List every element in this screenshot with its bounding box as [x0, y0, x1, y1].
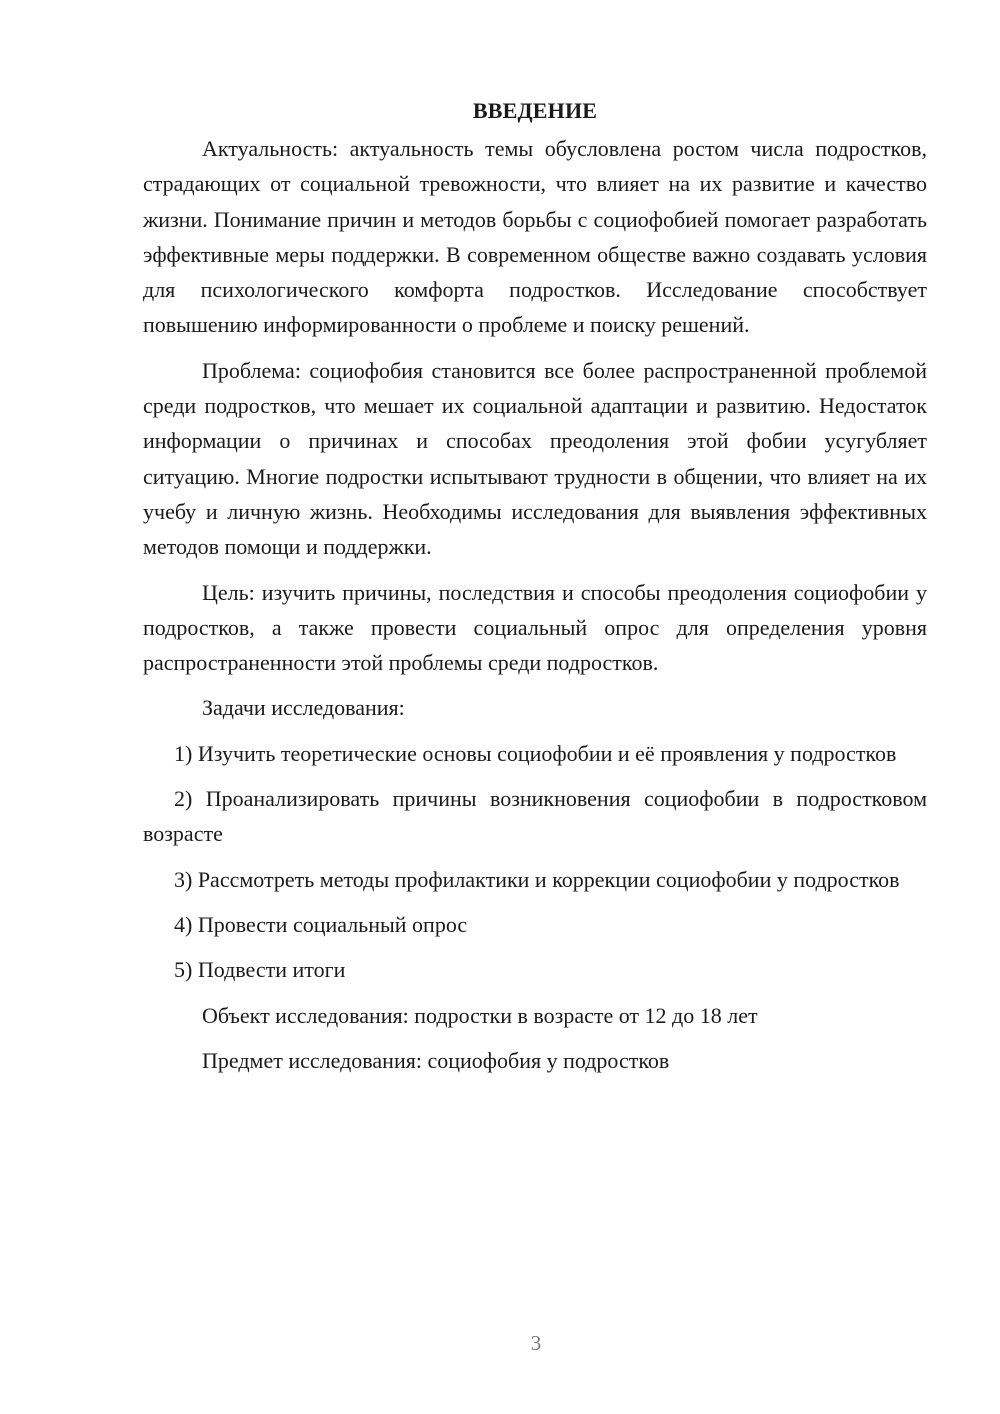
paragraph-relevance: Актуальность: актуальность темы обусловлена ростом числа подростков, страдающих от социальной тревожности, что влияет на их развитие и качество жизни. Понимание причин и методов борьбы с социофобией помогает разработать эффективные меры поддержки. В современном обществе важно создавать условия для психологического комфорта подростков. Исследование способствует повышению информированности о проблеме и поиску решений. — [143, 136, 927, 338]
task-item-2: 2) Проанализировать причины возникновения социофобии в подростковом возрасте — [143, 786, 927, 847]
tasks-title: Задачи исследования: — [202, 695, 405, 721]
page-number: 3 — [530, 1331, 542, 1355]
paragraph-problem: Проблема: социофобия становится все более распространенной проблемой среди подростков, что мешает их социальной адаптации и развитию. Недостаток информации о причинах и способах преодоления этой фобии усугубляет ситуацию. Многие подростки испытывают трудности в общении, что влияет на их учебу и личную жизнь. Необходимы исследования для выявления эффективных методов помощи и поддержки. — [143, 357, 927, 560]
section-heading: ВВЕДЕНИЕ — [472, 98, 598, 123]
task-item-5: 5) Подвести итоги — [174, 957, 346, 983]
task-item-4: 4) Провести социальный опрос — [174, 911, 468, 937]
page-content — [143, 93, 927, 1088]
task-item-1: 1) Изучить теоретические основы социофобии и её проявления у подростков — [174, 740, 897, 766]
research-object: Объект исследования: подростки в возрасте от 12 до 18 лет — [202, 1002, 758, 1028]
research-subject: Предмет исследования: социофобия у подростков — [202, 1047, 670, 1073]
paragraph-goal: Цель: изучить причины, последствия и способы преодоления социофобии у подростков, а также провести социальный опрос для определения уровня распространенности этой проблемы среди подростков. — [143, 579, 927, 676]
task-item-3: 3) Рассмотреть методы профилактики и коррекции социофобии у подростков — [174, 866, 900, 892]
